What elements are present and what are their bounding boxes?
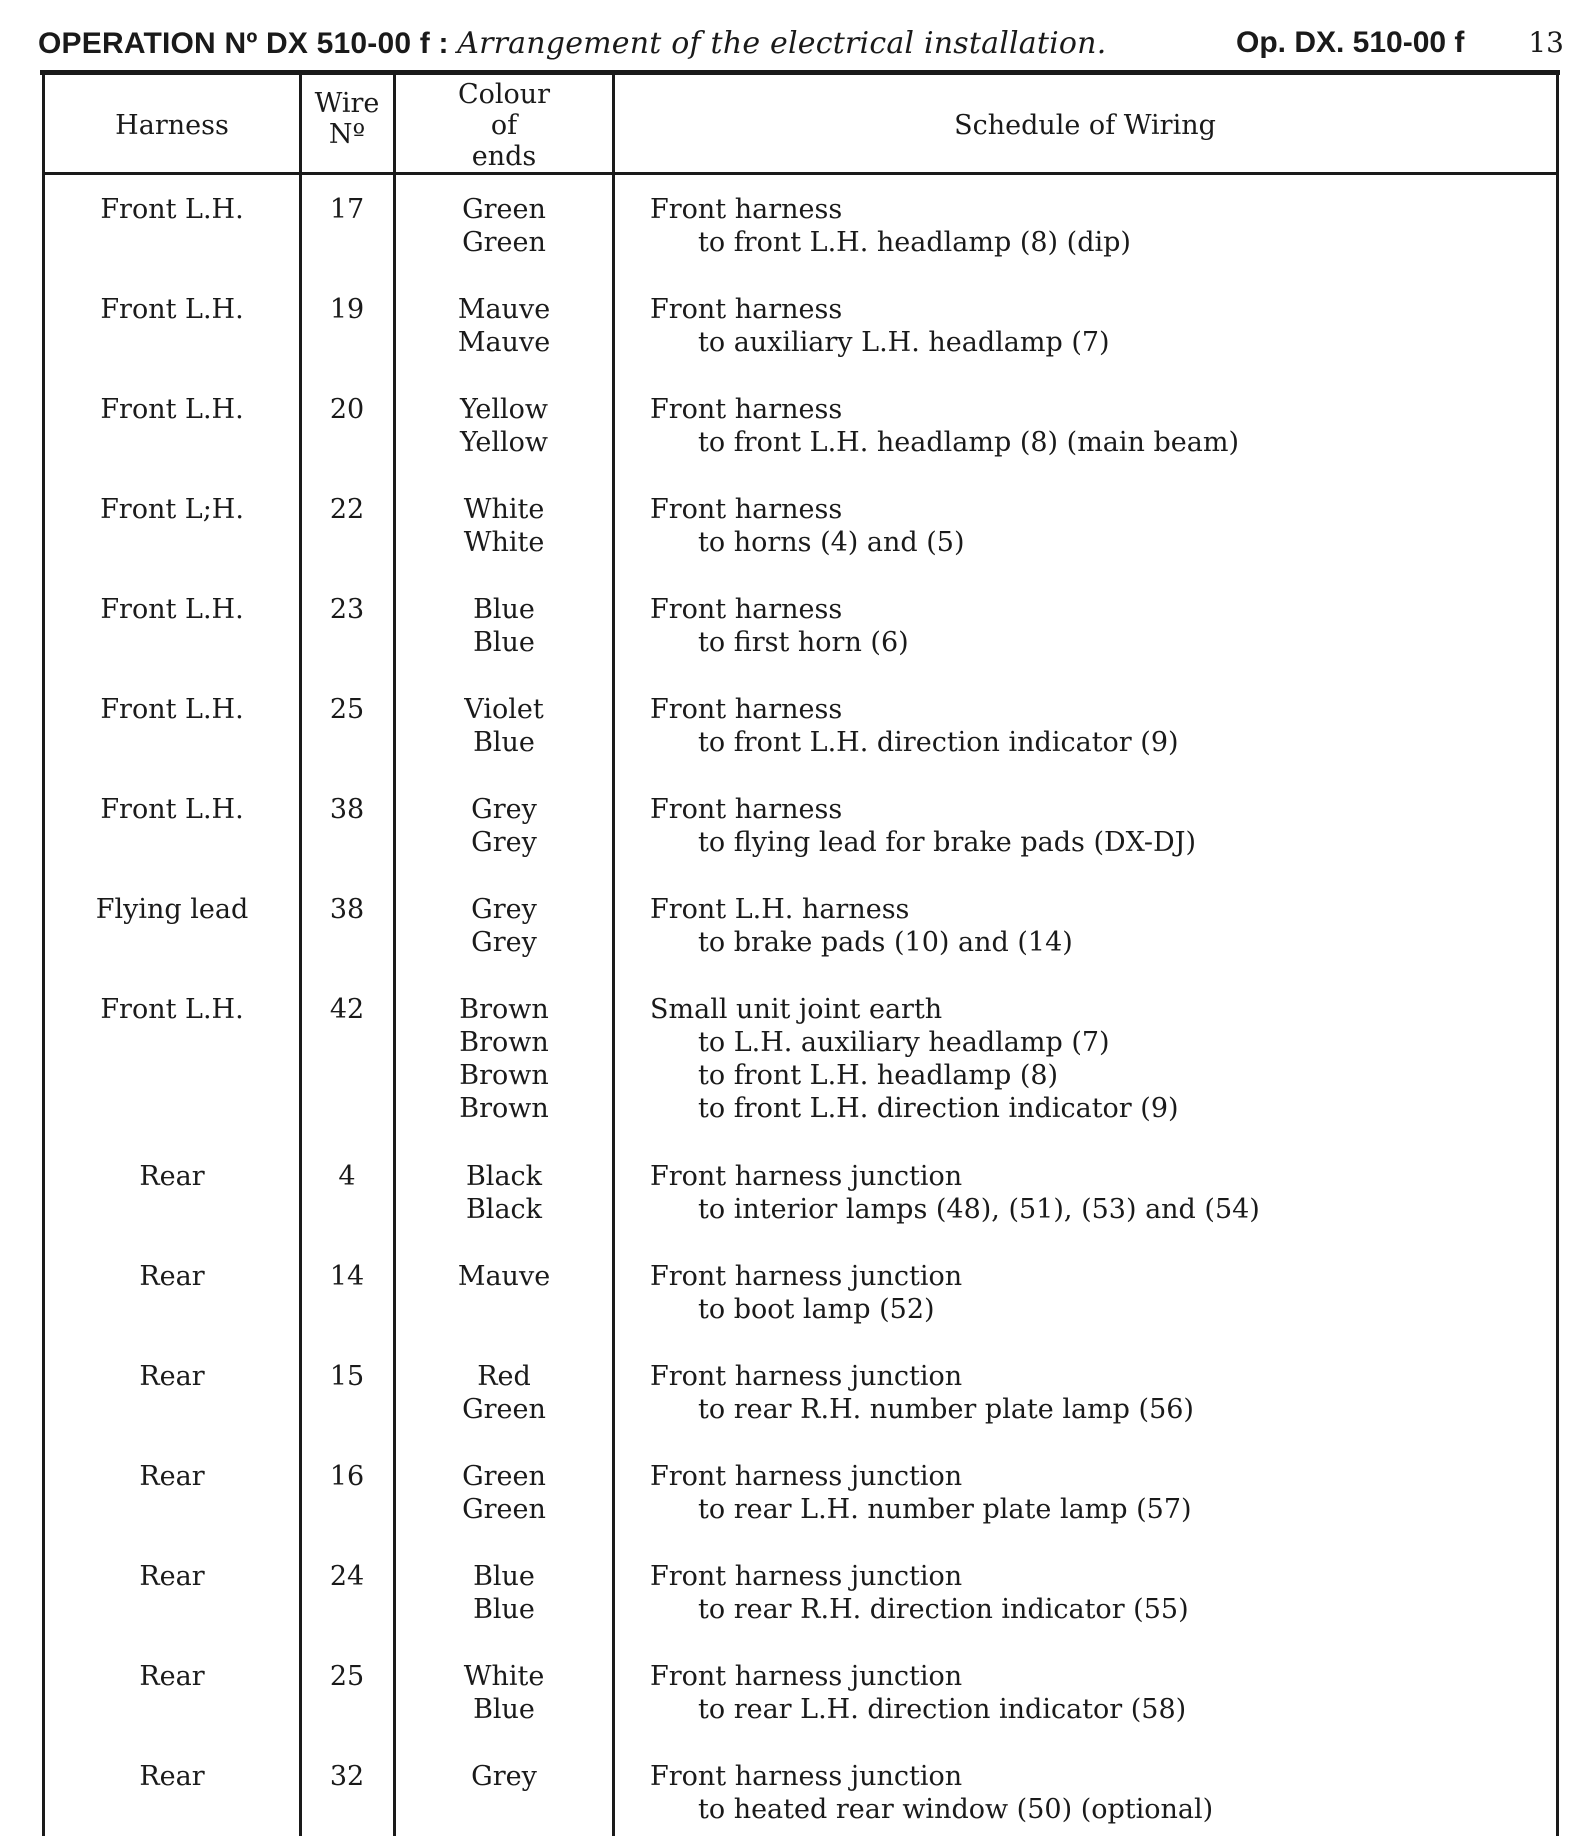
harness-cell: Front L.H.	[100, 694, 244, 725]
colour-cell	[396, 593, 612, 659]
wire-number-cell: 19	[329, 294, 365, 325]
schedule-source: Front harness junction	[650, 1261, 963, 1292]
schedule-destination: to interior lamps (48), (51), (53) and (54)	[698, 1194, 1260, 1225]
schedule-source: Front harness junction	[650, 1761, 963, 1792]
page-header	[38, 22, 1564, 66]
wire-number-cell: 25	[329, 1661, 365, 1692]
colour-value: Grey	[471, 927, 537, 958]
schedule-source: Front harness	[650, 494, 843, 525]
harness-cell: Front L.H.	[100, 294, 244, 325]
schedule-source: Front L.H. harness	[650, 894, 910, 925]
schedule-source: Front harness	[650, 194, 843, 225]
harness-cell: Flying lead	[95, 894, 249, 925]
colour-value: Yellow	[459, 394, 549, 425]
schedule-source: Front harness junction	[650, 1661, 963, 1692]
colour-cell	[396, 193, 612, 259]
wire-number-cell: 22	[329, 494, 365, 525]
schedule-cell	[650, 893, 1550, 959]
schedule-destination: to first horn (6)	[698, 627, 909, 658]
colour-cell	[396, 1260, 612, 1293]
operation-reference: Op. DX. 510-00 f	[1236, 26, 1465, 59]
harness-cell: Front L.H.	[100, 394, 244, 425]
harness-cell: Front L;H.	[100, 494, 244, 525]
colour-cell	[396, 493, 612, 559]
colour-value: White	[463, 527, 545, 558]
colour-value: Brown	[459, 994, 549, 1025]
harness-cell: Rear	[139, 1561, 205, 1592]
schedule-cell	[650, 393, 1550, 459]
table-border-right	[1556, 74, 1559, 1836]
schedule-destination: to rear R.H. number plate lamp (56)	[698, 1394, 1194, 1425]
colour-value: Grey	[471, 894, 537, 925]
colour-value: Grey	[471, 794, 537, 825]
wire-number-cell: 4	[338, 1161, 356, 1192]
colour-value: Blue	[473, 1594, 535, 1625]
schedule-source: Small unit joint earth	[650, 994, 943, 1025]
wire-number-cell: 14	[329, 1261, 365, 1292]
colour-value: Green	[462, 194, 546, 225]
colour-value: Blue	[473, 627, 535, 658]
colour-cell	[396, 293, 612, 359]
page-number: 13	[1528, 26, 1564, 59]
colour-cell	[396, 1560, 612, 1626]
colour-value: Blue	[473, 1694, 535, 1725]
wire-number-cell: 38	[329, 894, 365, 925]
colour-value: Grey	[471, 1761, 537, 1792]
schedule-destination: to heated rear window (50) (optional)	[698, 1794, 1214, 1825]
schedule-cell	[650, 493, 1550, 559]
colour-value: Mauve	[457, 327, 551, 358]
wire-number-cell: 25	[329, 694, 365, 725]
schedule-cell	[650, 1560, 1550, 1626]
schedule-cell	[650, 593, 1550, 659]
schedule-destination: to flying lead for brake pads (DX-DJ)	[698, 827, 1197, 858]
wire-number-cell: 16	[329, 1461, 365, 1492]
schedule-destination: to front L.H. direction indicator (9)	[698, 1093, 1179, 1124]
harness-cell: Front L.H.	[100, 994, 244, 1025]
colour-cell	[396, 1760, 612, 1793]
colour-cell	[396, 693, 612, 759]
schedule-source: Front harness junction	[650, 1461, 963, 1492]
colour-value: Black	[465, 1161, 543, 1192]
schedule-source: Front harness junction	[650, 1561, 963, 1592]
operation-number: OPERATION Nº DX 510-00 f :	[38, 27, 449, 60]
schedule-cell	[650, 1760, 1550, 1826]
colour-cell	[396, 1660, 612, 1726]
wire-number-cell: 24	[329, 1561, 365, 1592]
colour-value: Mauve	[457, 294, 551, 325]
schedule-destination: to brake pads (10) and (14)	[698, 927, 1073, 958]
header-wire	[301, 88, 393, 150]
harness-cell: Front L.H.	[100, 594, 244, 625]
header-wire-line: Wire	[314, 88, 380, 119]
colour-value: Red	[477, 1361, 531, 1392]
colour-value: Green	[462, 227, 546, 258]
schedule-cell	[650, 1160, 1550, 1226]
wire-number-cell: 20	[329, 394, 365, 425]
header-colour-line: ends	[471, 141, 537, 172]
harness-cell: Rear	[139, 1161, 205, 1192]
table-header-rule	[44, 172, 1556, 175]
header-colour-line: of	[490, 110, 518, 141]
schedule-destination: to front L.H. headlamp (8)	[698, 1060, 1059, 1091]
colour-value: Brown	[459, 1093, 549, 1124]
colour-value: Blue	[473, 727, 535, 758]
schedule-source: Front harness junction	[650, 1361, 963, 1392]
schedule-source: Front harness	[650, 394, 843, 425]
schedule-destination: to rear R.H. direction indicator (55)	[698, 1594, 1189, 1625]
schedule-cell	[650, 693, 1550, 759]
harness-cell: Rear	[139, 1661, 205, 1692]
colour-cell	[396, 1160, 612, 1226]
column-divider-schedule	[612, 74, 615, 1836]
schedule-destination: to rear L.H. number plate lamp (57)	[698, 1494, 1192, 1525]
colour-cell	[396, 793, 612, 859]
colour-value: Brown	[459, 1027, 549, 1058]
wire-number-cell: 42	[329, 994, 365, 1025]
table-top-rule	[40, 70, 1560, 75]
schedule-destination: to rear L.H. direction indicator (58)	[698, 1694, 1187, 1725]
operation-title	[38, 26, 1106, 61]
harness-cell: Rear	[139, 1761, 205, 1792]
harness-cell: Front L.H.	[100, 794, 244, 825]
schedule-cell	[650, 293, 1550, 359]
schedule-cell	[650, 993, 1550, 1125]
harness-cell: Front L.H.	[100, 194, 244, 225]
wire-number-cell: 32	[329, 1761, 365, 1792]
colour-value: White	[463, 1661, 545, 1692]
colour-value: Grey	[471, 827, 537, 858]
schedule-destination: to auxiliary L.H. headlamp (7)	[698, 327, 1110, 358]
schedule-cell	[650, 793, 1550, 859]
operation-description: Arrangement of the electrical installation.	[457, 26, 1107, 61]
schedule-source: Front harness	[650, 794, 843, 825]
header-colour	[396, 79, 612, 172]
colour-value: Green	[462, 1494, 546, 1525]
header-wire-line: Nº	[328, 119, 366, 150]
wire-number-cell: 17	[329, 194, 365, 225]
colour-cell	[396, 993, 612, 1125]
colour-value: Blue	[473, 594, 535, 625]
schedule-source: Front harness junction	[650, 1161, 963, 1192]
colour-value: White	[463, 494, 545, 525]
colour-value: Black	[465, 1194, 543, 1225]
colour-cell	[396, 893, 612, 959]
colour-value: Yellow	[459, 427, 549, 458]
colour-value: Green	[462, 1394, 546, 1425]
colour-cell	[396, 1360, 612, 1426]
schedule-destination: to front L.H. headlamp (8) (dip)	[698, 227, 1131, 258]
schedule-source: Front harness	[650, 594, 843, 625]
schedule-destination: to boot lamp (52)	[698, 1294, 935, 1325]
schedule-cell	[650, 193, 1550, 259]
schedule-destination: to front L.H. direction indicator (9)	[698, 727, 1179, 758]
colour-value: Blue	[473, 1561, 535, 1592]
harness-cell: Rear	[139, 1261, 205, 1292]
schedule-destination: to horns (4) and (5)	[698, 527, 965, 558]
wire-number-cell: 38	[329, 794, 365, 825]
schedule-destination: to L.H. auxiliary headlamp (7)	[698, 1027, 1110, 1058]
harness-cell: Rear	[139, 1361, 205, 1392]
schedule-cell	[650, 1460, 1550, 1526]
wire-number-cell: 15	[329, 1361, 365, 1392]
header-harness: Harness	[115, 110, 229, 141]
wire-number-cell: 23	[329, 594, 365, 625]
colour-value: Violet	[464, 694, 544, 725]
header-colour-line: Colour	[457, 79, 551, 110]
schedule-cell	[650, 1660, 1550, 1726]
harness-cell: Rear	[139, 1461, 205, 1492]
colour-value: Brown	[459, 1060, 549, 1091]
schedule-cell	[650, 1360, 1550, 1426]
schedule-destination: to front L.H. headlamp (8) (main beam)	[698, 427, 1240, 458]
schedule-source: Front harness	[650, 694, 843, 725]
colour-value: Green	[462, 1461, 546, 1492]
colour-cell	[396, 1460, 612, 1526]
header-schedule: Schedule of Wiring	[954, 110, 1216, 141]
colour-value: Mauve	[457, 1261, 551, 1292]
schedule-source: Front harness	[650, 294, 843, 325]
colour-cell	[396, 393, 612, 459]
schedule-cell	[650, 1260, 1550, 1326]
